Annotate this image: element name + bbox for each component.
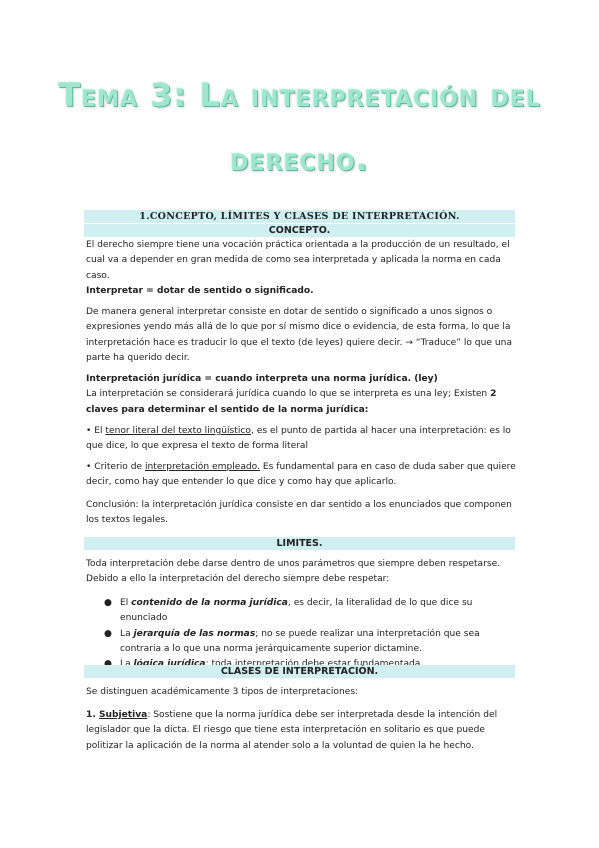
- page-title-line-1: Tema 3: La interpretación del: [58, 76, 541, 114]
- paragraph-limites: Toda interpretación debe darse dentro de unos parámetros que siempre deben respetarse. Debido a ello la interpretación del derecho siempre debe respetar:: [86, 559, 501, 585]
- type-label: Subjetiva: [98, 710, 148, 720]
- paragraph-juridica-text: La interpretación se considerará jurídica cuando lo que se interpreta es una ley; Existen: [86, 389, 491, 400]
- list-item-prefix: La: [120, 628, 134, 639]
- list-item-term: jerarquía de las normas: [133, 628, 256, 639]
- bullet-icon: ●: [104, 628, 112, 639]
- paragraph-intro-text: El derecho siempre tiene una vocación práctica orientada a la producción de un resultado, el cual va a depender en gran medida de como sea interpretada y aplicada la norma en cada caso.: [86, 240, 510, 281]
- type-subjetiva: [86, 708, 516, 754]
- definition-interpretar: Interpretar = dotar de sentido o significado.: [86, 285, 314, 296]
- limites-heading: LIMITES.: [84, 537, 515, 550]
- paragraph-juridica-keys: 2 claves para determinar el sentido de la norma jurídica:: [86, 389, 497, 415]
- criterion-literal: [86, 424, 516, 455]
- list-item-text: ; no se puede realizar una interpretación que sea contraria a lo que una norma jerárquicamente superior dictamine.: [120, 628, 480, 654]
- paragraph-clases: Se distinguen académicamente 3 tipos de interpretaciones:: [86, 687, 359, 697]
- list-item: [104, 596, 514, 627]
- criterion-empleado-term: interpretación empleado.: [145, 462, 260, 472]
- criterion-empleado-prefix: • Criterio de: [86, 462, 146, 472]
- type-number: 1.: [86, 710, 99, 720]
- list-item-prefix: El: [120, 598, 132, 608]
- page-title-line-2: derecho.: [230, 140, 369, 178]
- section-heading: 1.CONCEPTO, LÍMITES Y CLASES DE INTERPRETACIÓN.: [84, 210, 515, 223]
- criterion-empleado: [86, 460, 516, 491]
- definition-juridica: Interpretación jurídica = cuando interpreta una norma jurídica. (ley): [86, 374, 438, 384]
- criterion-literal-prefix: • El: [86, 426, 106, 436]
- bullet-icon: ●: [104, 598, 112, 608]
- list-item-term: contenido de la norma jurídica: [131, 598, 288, 608]
- list-item: [104, 627, 514, 658]
- concepto-heading: CONCEPTO.: [84, 224, 515, 237]
- clases-heading: CLASES DE INTERPRETACIÓN.: [84, 665, 515, 678]
- paragraph-conclusion: Conclusión: la interpretación jurídica consiste en dar sentido a los enunciados que componen los textos legales.: [86, 500, 512, 526]
- paragraph-general: De manera general interpretar consiste en dotar de sentido o significado a unos signos o expresiones yendo más allá de lo que por sí mismo dice o evidencia, de esta forma, lo que la interpretación hace es traducir lo que el texto (de leyes) quiere decir. → “Traduce” lo que una parte ha querido decir.: [86, 307, 512, 363]
- paragraph-juridica: [86, 372, 516, 418]
- criterion-literal-term: tenor literal del texto lingüístico: [105, 426, 251, 436]
- criterion-literal-text: , es el punto de partida al hacer una interpretación: es lo que dice, lo que expresa el texto de forma literal: [86, 426, 511, 452]
- type-text: : Sostiene que la norma jurídica debe ser interpretada desde la intención del legislador que la dicta. El riesgo que tiene esta interpretación en solitario es que puede politizar la aplicación de la norma al atender solo a la voluntad de quien la he hecho.: [86, 710, 498, 751]
- paragraph-intro: [86, 238, 516, 299]
- criterion-empleado-text: Es fundamental para en caso de duda saber que quiere decir, como hay que entender lo que dice y como hay que aplicarlo.: [86, 462, 516, 488]
- list-item-text: , es decir, la literalidad de lo que dice su enunciado: [120, 598, 473, 624]
- limits-list: [104, 596, 514, 672]
